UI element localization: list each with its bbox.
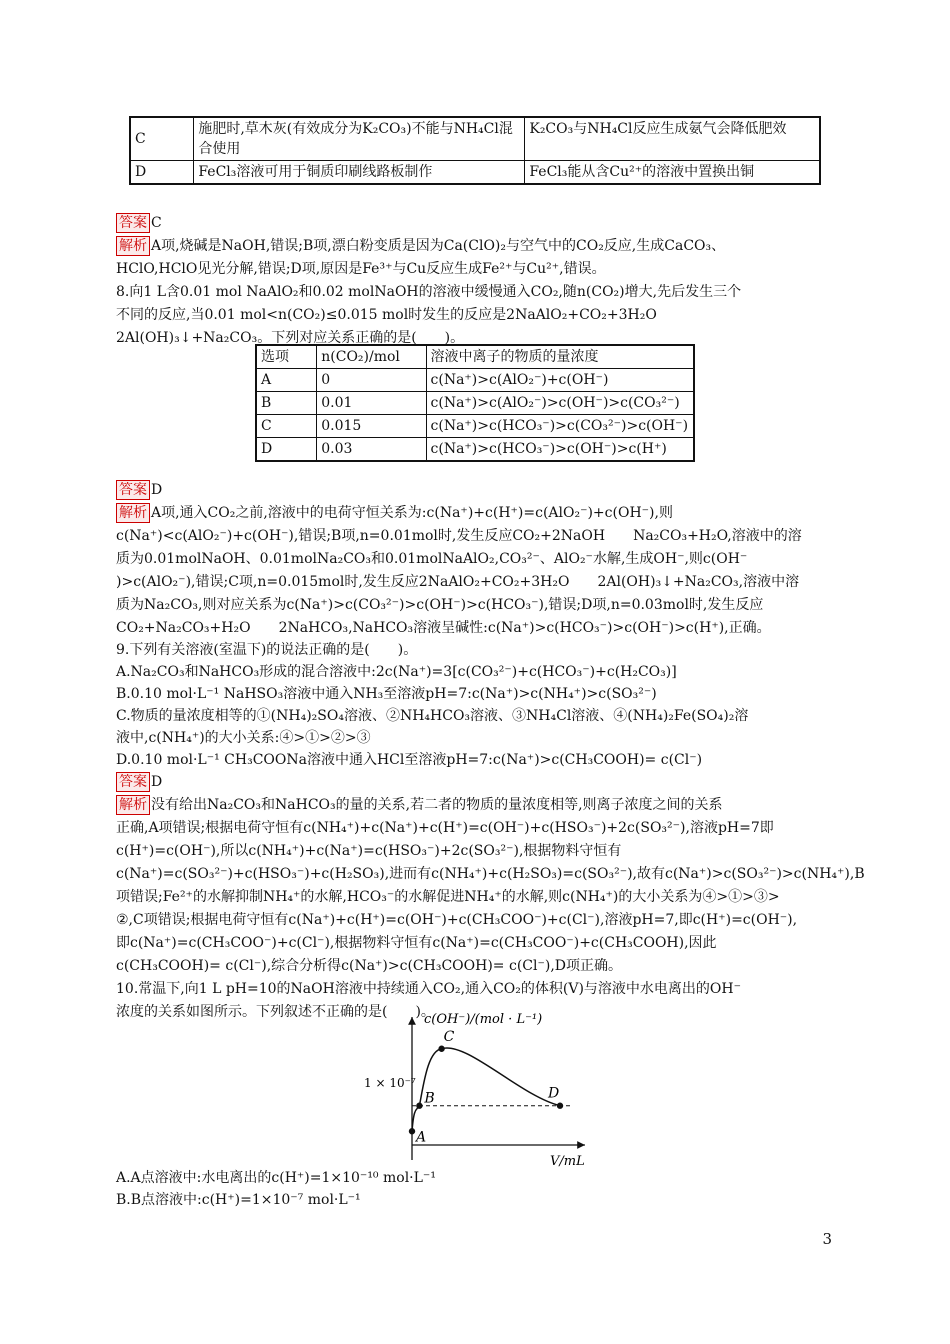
table-cell: c(Na⁺)>c(AlO₂⁻)>c(OH⁻)>c(CO₃²⁻)	[426, 392, 694, 415]
table-cell: K₂CO₃与NH₄Cl反应生成氨气会降低肥效	[525, 117, 820, 161]
table-header-row	[256, 345, 694, 369]
point-label-a: A	[416, 1129, 427, 1146]
q8-stem-line-2: 不同的反应,当0.01 mol<n(CO₂)≤0.015 mol时发生的反应是2NaAlO₂+CO₂+3H₂O	[116, 307, 657, 323]
table-header-cell: 选项	[256, 345, 317, 369]
q8-analysis-line-2: c(Na⁺)<c(AlO₂⁻)+c(OH⁻),错误;B项,n=0.01mol时,发生反应CO₂+2NaOH Na₂CO₃+H₂O,溶液中的溶	[116, 528, 802, 544]
point-d	[557, 1103, 563, 1109]
q8-stem-line-1: 8.向1 L含0.01 mol NaAlO₂和0.02 molNaOH的溶液中缓慢通入CO₂,随n(CO₂)增大,先后发生三个	[116, 284, 742, 300]
table-cell: 0	[317, 369, 426, 392]
table-row	[130, 117, 820, 161]
q9-answer	[116, 772, 162, 792]
y-tick-label: 1 × 10⁻⁷	[364, 1076, 416, 1090]
table-cell: 0.03	[317, 438, 426, 462]
q9-analysis-line-2: 正确,A项错误;根据电荷守恒有c(NH₄⁺)+c(Na⁺)+c(H⁺)=c(OH⁻)+c(HSO₃⁻)+2c(SO₃²⁻),溶液pH=7即	[116, 820, 774, 836]
q9-analysis-line-1	[116, 795, 723, 815]
table-q8-options	[255, 344, 695, 462]
q9-option-a: A.Na₂CO₃和NaHCO₃形成的混合溶液中:2c(Na⁺)=3[c(CO₃²⁻)+c(HCO₃⁻)+c(H₂CO₃)]	[116, 664, 677, 680]
answer-value: D	[151, 774, 163, 790]
table-cell: 0.01	[317, 392, 426, 415]
table-cell: FeCl₃能从含Cu²⁺的溶液中置换出铜	[525, 161, 820, 185]
q10-stem-line-1: 10.常温下,向1 L pH=10的NaOH溶液中持续通入CO₂,通入CO₂的体积(V)与溶液中水电离出的OH⁻	[116, 981, 741, 997]
q9-option-d: D.0.10 mol·L⁻¹ CH₃COONa溶液中通入HCl至溶液pH=7:c(Na⁺)>c(CH₃COOH)= c(Cl⁻)	[116, 752, 703, 768]
page-number: 3	[822, 1230, 832, 1248]
q9-stem: 9.下列有关溶液(室温下)的说法正确的是( )。	[116, 642, 418, 658]
table-options-continued	[129, 116, 821, 185]
q8-analysis-line-5: 质为Na₂CO₃,则对应关系为c(Na⁺)>c(CO₃²⁻)>c(OH⁻)>c(HCO₃⁻),错误;D项,n=0.03mol时,发生反应	[116, 597, 764, 613]
table-row	[256, 392, 694, 415]
table-cell: 0.015	[317, 415, 426, 438]
q10-stem-line-2: 浓度的关系如图所示。下列叙述不正确的是( )。	[116, 1004, 435, 1020]
q9-analysis-line-3: c(H⁺)=c(OH⁻),所以c(NH₄⁺)+c(Na⁺)=c(HSO₃⁻)+2c(SO₃²⁻),根据物料守恒有	[116, 843, 622, 859]
q8-answer	[116, 480, 162, 500]
table-row	[256, 415, 694, 438]
table-row	[130, 161, 820, 185]
table-cell: 施肥时,草木灰(有效成分为K₂CO₃)不能与NH₄Cl混合使用	[194, 117, 525, 161]
q9-analysis-line-4: c(Na⁺)=c(SO₃²⁻)+c(HSO₃⁻)+c(H₂SO₃),进而有c(NH₄⁺)+c(H₂SO₃)=c(SO₃²⁻),故有c(Na⁺)>c(SO₃²⁻)>c(NH₄⁺),B	[116, 866, 865, 882]
point-a	[409, 1128, 415, 1134]
q9-analysis-line-8: c(CH₃COOH)= c(Cl⁻),综合分析得c(Na⁺)>c(CH₃COOH)= c(Cl⁻),D项正确。	[116, 958, 623, 974]
point-label-b: B	[424, 1090, 435, 1107]
table-cell: FeCl₃溶液可用于铜质印刷线路板制作	[194, 161, 525, 185]
q9-option-b: B.0.10 mol·L⁻¹ NaHSO₃溶液中通入NH₃至溶液pH=7:c(Na⁺)>c(NH₄⁺)>c(SO₃²⁻)	[116, 686, 657, 702]
q9-option-c-line-2: 液中,c(NH₄⁺)的大小关系:④>①>②>③	[116, 730, 371, 746]
analysis-tag: 解析	[116, 503, 150, 523]
q8-analysis-line-3: 质为0.01molNaOH、0.01molNa₂CO₃和0.01molNaAlO₂,CO₃²⁻、AlO₂⁻水解,生成OH⁻,则c(OH⁻	[116, 551, 748, 567]
point-b	[416, 1103, 422, 1109]
table-cell: D	[256, 438, 317, 462]
answer-tag: 答案	[116, 772, 150, 792]
q10-option-a: A.A点溶液中:水电离出的c(H⁺)=1×10⁻¹⁰ mol·L⁻¹	[116, 1170, 436, 1186]
table-cell: c(Na⁺)>c(AlO₂⁻)+c(OH⁻)	[426, 369, 694, 392]
table-header-cell: n(CO₂)/mol	[317, 345, 426, 369]
analysis-text: A项,通入CO₂之前,溶液中的电荷守恒关系为:c(Na⁺)+c(H⁺)=c(AlO₂⁻)+c(OH⁻),则	[151, 505, 673, 521]
analysis-text: A项,烧碱是NaOH,错误;B项,漂白粉变质是因为Ca(ClO)₂与空气中的CO₂反应,生成CaCO₃、	[151, 238, 726, 254]
answer-tag: 答案	[116, 213, 150, 233]
q8-analysis-line-1	[116, 503, 673, 523]
y-axis-label: c(OH⁻)/(mol · L⁻¹)	[424, 1012, 543, 1027]
series-line	[412, 1048, 560, 1131]
oh-concentration-chart	[360, 1005, 595, 1170]
answer-tag: 答案	[116, 480, 150, 500]
analysis-tag: 解析	[116, 236, 150, 256]
q9-analysis-line-7: 即c(Na⁺)=c(CH₃COO⁻)+c(Cl⁻),根据物料守恒有c(Na⁺)=c(CH₃COO⁻)+c(CH₃COOH),因此	[116, 935, 717, 951]
q7-analysis-line-1	[116, 236, 725, 256]
point-label-c: C	[443, 1028, 455, 1045]
analysis-text: 没有给出Na₂CO₃和NaHCO₃的量的关系,若二者的物质的量浓度相等,则离子浓度之间的关系	[151, 797, 723, 813]
table-cell: C	[256, 415, 317, 438]
x-axis-label: V/mL	[550, 1154, 585, 1169]
table-cell: c(Na⁺)>c(HCO₃⁻)>c(CO₃²⁻)>c(OH⁻)	[426, 415, 694, 438]
point-label-d: D	[548, 1085, 560, 1102]
table-cell: c(Na⁺)>c(HCO₃⁻)>c(OH⁻)>c(H⁺)	[426, 438, 694, 462]
table-header-cell: 溶液中离子的物质的量浓度	[426, 345, 694, 369]
q7-answer	[116, 213, 162, 233]
q8-stem-line-3: 2Al(OH)₃↓+Na₂CO₃。下列对应关系正确的是( )。	[116, 330, 465, 346]
q10-option-b: B.B点溶液中:c(H⁺)=1×10⁻⁷ mol·L⁻¹	[116, 1192, 361, 1208]
q9-option-c-line-1: C.物质的量浓度相等的①(NH₄)₂SO₄溶液、②NH₄HCO₃溶液、③NH₄Cl溶液、④(NH₄)₂Fe(SO₄)₂溶	[116, 708, 749, 724]
answer-value: C	[151, 215, 162, 231]
q7-analysis-line-2: HClO,HClO见光分解,错误;D项,原因是Fe³⁺与Cu反应生成Fe²⁺与Cu²⁺,错误。	[116, 261, 606, 277]
point-c	[438, 1046, 444, 1052]
analysis-tag: 解析	[116, 795, 150, 815]
q9-analysis-line-6: ②,C项错误;根据电荷守恒有c(Na⁺)+c(H⁺)=c(OH⁻)+c(CH₃COO⁻)+c(Cl⁻),溶液pH=7,即c(H⁺)=c(OH⁻),	[116, 912, 798, 928]
table-row	[256, 438, 694, 462]
table-row	[256, 369, 694, 392]
table-cell: C	[130, 117, 194, 161]
answer-value: D	[151, 482, 163, 498]
q9-analysis-line-5: 项错误;Fe²⁺的水解抑制NH₄⁺的水解,HCO₃⁻的水解促进NH₄⁺的水解,则c(NH₄⁺)的大小关系为④>①>③>	[116, 889, 780, 905]
q8-analysis-line-6: CO₂+Na₂CO₃+H₂O 2NaHCO₃,NaHCO₃溶液呈碱性:c(Na⁺)>c(HCO₃⁻)>c(OH⁻)>c(H⁺),正确。	[116, 620, 771, 636]
table-cell: B	[256, 392, 317, 415]
table-cell: D	[130, 161, 194, 185]
table-cell: A	[256, 369, 317, 392]
q8-analysis-line-4: )>c(AlO₂⁻),错误;C项,n=0.015mol时,发生反应2NaAlO₂+CO₂+3H₂O 2Al(OH)₃↓+Na₂CO₃,溶液中溶	[116, 574, 800, 590]
